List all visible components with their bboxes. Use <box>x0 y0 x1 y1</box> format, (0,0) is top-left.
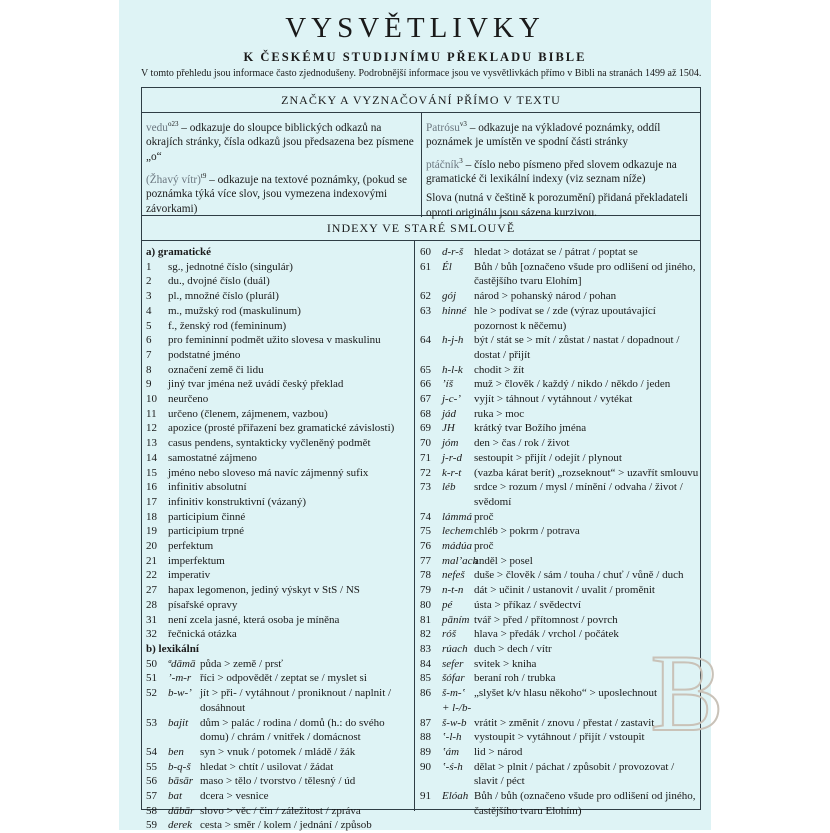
index-meaning: muž > člověk / každý / nikdo / někdo / jeden <box>474 378 671 391</box>
index-description: pl., množné číslo (plurál) <box>168 290 279 303</box>
mark-description: – odkazuje na výkladové poznámky, oddíl poznámek je umístěn ve spodní části stránky <box>426 121 661 149</box>
index-number: 3 <box>146 290 152 303</box>
index-number: 19 <box>146 525 157 538</box>
lexical-label: b) lexikální <box>146 642 199 655</box>
index-number: 89 <box>420 745 431 758</box>
index-number: 50 <box>146 657 157 670</box>
hebrew-term: š-w-b <box>442 716 467 729</box>
mark-description: – odkazuje na textové poznámky, (pokud se poznámka týká více slov, jsou vymezena indexovými závorkami) <box>146 173 408 215</box>
hebrew-term: róš <box>442 628 457 641</box>
index-number: 56 <box>146 775 157 788</box>
index-meaning: krátký tvar Božího jména <box>474 422 587 435</box>
index-description: písařské opravy <box>168 598 238 611</box>
hebrew-term: h-l-k <box>442 363 463 376</box>
index-meaning: ruka > moc <box>474 407 525 420</box>
hebrew-term: malʼach <box>442 554 479 567</box>
index-number: 74 <box>420 510 431 523</box>
index-meaning: sestoupit > přijít / odejít / plynout <box>474 451 622 464</box>
index-number: 91 <box>420 790 431 803</box>
lexical-index-row <box>146 804 410 819</box>
grammatical-index-row <box>146 583 410 598</box>
grammatical-index-row <box>146 377 410 392</box>
marks-section <box>141 87 701 219</box>
hebrew-term: pé <box>442 598 453 611</box>
index-number: 60 <box>420 246 431 258</box>
mark-superscript: v3 <box>459 120 467 128</box>
lexical-index-row <box>146 818 410 833</box>
index-meaning: chléb > pokrm / potrava <box>474 525 580 538</box>
lexical-index-row <box>420 407 700 422</box>
index-meaning: lid > národ <box>474 745 523 758</box>
index-meaning: dát > učinit / ustanovit / uvalit / proměnit <box>474 584 655 597</box>
index-number: 88 <box>420 731 431 744</box>
index-meaning: chodit > žít <box>474 363 525 376</box>
hebrew-term: hinné <box>442 304 467 317</box>
page-subtitle: K ČESKÉMU STUDIJNÍMU PŘEKLADU BIBLE <box>243 50 587 64</box>
marked-word: Patrósu <box>426 121 460 134</box>
index-number: 84 <box>420 657 431 670</box>
grammatical-index-row <box>146 392 410 407</box>
page-title: VYSVĚTLIVKY <box>285 12 545 44</box>
hebrew-term: Elóah <box>442 790 469 803</box>
lexical-index-row <box>420 245 700 260</box>
index-number: 10 <box>146 393 157 406</box>
marked-word: ptáčník <box>426 158 460 171</box>
hebrew-term: n-t-n <box>442 584 464 597</box>
index-meaning: vyjít > táhnout / vytáhnout / vytékat <box>474 393 633 406</box>
index-description: jiný tvar jména než uvádí český překlad <box>168 378 344 391</box>
index-number: 78 <box>420 569 431 582</box>
index-meaning: vystoupit > vytáhnout / přijít / vstoupit <box>474 731 645 744</box>
mark-description: – číslo nebo písmeno před slovem odkazuje na gramatické či lexikální indexy (viz seznam níže) <box>426 158 677 186</box>
hebrew-term: d-r-š <box>442 246 464 258</box>
grammatical-index-row <box>146 627 410 642</box>
hebrew-term: ben <box>168 745 184 758</box>
grammatical-index-row <box>146 524 410 539</box>
lexical-index-row <box>420 480 700 509</box>
lexical-index-row <box>420 289 700 304</box>
lexical-index-row <box>420 392 700 407</box>
grammatical-index-row <box>146 539 410 554</box>
index-number: 63 <box>420 304 431 317</box>
index-meaning: dělat > plnit / páchat / způsobit / provozovat / slavit / péct <box>474 760 675 788</box>
lexical-index-row <box>420 613 700 628</box>
column-divider <box>414 241 415 811</box>
lexical-index-row <box>420 363 700 378</box>
document-page <box>119 0 711 830</box>
intro-note: V tomto přehledu jsou informace často zjednodušeny. Podrobnější informace jsou ve vysvětlivkách přímo v Bibli na stranách 1499 až 1504. <box>141 68 702 79</box>
mark-superscript: t9 <box>200 171 207 180</box>
index-number: 52 <box>146 687 157 700</box>
marks-right-column <box>426 117 698 224</box>
index-number: 11 <box>146 407 157 420</box>
index-number: 64 <box>420 334 431 347</box>
index-number: 85 <box>420 672 431 685</box>
lexical-index-row <box>420 333 700 362</box>
lexical-index-row <box>420 598 700 613</box>
index-number: 6 <box>146 334 152 347</box>
index-description: neurčeno <box>168 393 209 406</box>
index-description: podstatné jméno <box>168 348 241 361</box>
grammatical-index-row <box>146 598 410 613</box>
index-number: 80 <box>420 598 431 611</box>
indexes-heading: INDEXY VE STARÉ SMLOUVĚ <box>142 216 700 241</box>
hebrew-term: k-r-t <box>442 466 462 479</box>
mark-description: – odkazuje do sloupce biblických odkazů na okrajích stránky, čísla odkazů jsou předsazena bez písmene „o“ <box>146 121 414 163</box>
hebrew-term: derek <box>168 819 193 832</box>
grammatical-index-row <box>146 363 410 378</box>
index-meaning: „slyšet k/v hlasu někoho“ > uposlechnout <box>474 687 658 700</box>
index-meaning: ústa > příkaz / svědectví <box>474 598 582 611</box>
grammatical-index-row <box>146 568 410 583</box>
lexical-index-row <box>420 554 700 569</box>
index-number: 18 <box>146 510 157 523</box>
marks-heading: ZNAČKY A VYZNAČOVÁNÍ PŘÍMO V TEXTU <box>142 88 700 113</box>
index-meaning: proč <box>474 540 494 553</box>
hebrew-term: jád <box>442 407 457 420</box>
index-description: participium trpné <box>168 525 245 538</box>
index-number: 72 <box>420 466 431 479</box>
grammatical-index-row <box>146 319 410 334</box>
index-meaning: hledat > chtít / usilovat / žádat <box>200 760 334 773</box>
index-number: 87 <box>420 716 431 729</box>
mark-superscript: 3 <box>459 156 463 165</box>
index-number: 22 <box>146 569 157 582</box>
lexical-index-row <box>420 583 700 598</box>
mark-entry <box>426 154 698 187</box>
hebrew-term: ªdāmā <box>168 657 196 670</box>
index-meaning: duše > člověk / sám / touha / chuť / vůně / duch <box>474 569 684 582</box>
index-number: 66 <box>420 378 431 391</box>
hebrew-term: j-r-d <box>442 451 462 464</box>
lexical-index-row <box>420 451 700 466</box>
lexical-index-row <box>420 466 700 481</box>
hebrew-term: jóm <box>442 437 459 450</box>
index-meaning: cesta > směr / kolem / jednání / způsob <box>200 819 372 832</box>
index-meaning: srdce > rozum / mysl / mínění / odvaha / život / svědomí <box>474 481 683 508</box>
index-number: 12 <box>146 422 157 435</box>
hebrew-term: ʼ-m-r <box>168 672 192 685</box>
index-description: m., mužský rod (maskulinum) <box>168 304 301 317</box>
index-number: 65 <box>420 363 431 376</box>
grammatical-index-row <box>146 421 410 436</box>
index-meaning: vrátit > změnit / znovu / přestat / zastavit <box>474 716 655 729</box>
index-number: 31 <box>146 613 157 626</box>
index-number: 9 <box>146 378 152 391</box>
lexical-index-row <box>420 539 700 554</box>
hebrew-term: bat <box>168 790 183 803</box>
index-meaning: hle > podívat se / zde (výraz upoutávající pozornost k něčemu) <box>474 304 656 332</box>
index-number: 2 <box>146 275 152 288</box>
lexical-index-row <box>146 671 410 686</box>
hebrew-term: pāním <box>442 613 470 626</box>
index-meaning: národ > pohanský národ / pohan <box>474 290 617 303</box>
index-number: 7 <box>146 348 152 361</box>
index-number: 5 <box>146 319 152 332</box>
index-number: 13 <box>146 437 157 450</box>
index-number: 79 <box>420 584 431 597</box>
index-number: 82 <box>420 628 431 641</box>
hebrew-term: ʽ-ś-h <box>442 760 463 773</box>
index-number: 21 <box>146 554 157 567</box>
index-number: 1 <box>146 260 152 273</box>
index-number: 28 <box>146 598 157 611</box>
index-description: řečnická otázka <box>168 628 237 641</box>
index-description: infinitiv absolutní <box>168 481 247 494</box>
index-description: označení země či lidu <box>168 363 264 376</box>
grammatical-index-row <box>146 304 410 319</box>
lexical-index-row <box>420 510 700 525</box>
grammatical-index-row <box>146 348 410 363</box>
index-description: jméno nebo sloveso má navíc zájmenný sufix <box>168 466 369 479</box>
index-number: 90 <box>420 760 431 773</box>
lexical-index-row <box>420 568 700 583</box>
hebrew-term: šófar <box>442 672 465 685</box>
index-description: hapax legomenon, jediný výskyt v StS / NS <box>168 584 360 597</box>
index-description: casus pendens, syntakticky vyčleněný podmět <box>168 437 371 450</box>
index-description: imperfektum <box>168 554 225 567</box>
index-description: perfektum <box>168 540 214 553</box>
index-number: 58 <box>146 804 157 817</box>
index-meaning: syn > vnuk / potomek / mládě / žák <box>200 745 356 758</box>
grammatical-index-row <box>146 260 410 275</box>
index-description: participium činné <box>168 510 246 523</box>
hebrew-term: lechem <box>442 525 474 538</box>
index-description: určeno (členem, zájmenem, vazbou) <box>168 407 328 420</box>
lexical-index-row <box>146 657 410 672</box>
index-description: samostatné zájmeno <box>168 451 257 464</box>
lexical-index-row <box>146 716 410 745</box>
index-number: 20 <box>146 540 157 553</box>
lexical-index-row <box>146 760 410 775</box>
index-number: 81 <box>420 613 431 626</box>
index-description: pro femininní podmět užito slovesa v maskulinu <box>168 334 381 347</box>
index-meaning: jít > při- / vytáhnout / proniknout / naplnit / dosáhnout <box>200 687 392 714</box>
hebrew-term: ʼíš <box>442 378 453 391</box>
grammatical-index-row <box>146 480 410 495</box>
index-number: 61 <box>420 260 431 273</box>
hebrew-term: lámmá <box>442 510 472 523</box>
indexes-left-column <box>146 245 410 833</box>
lexical-index-row <box>420 304 700 333</box>
indexes-section <box>141 216 701 832</box>
index-meaning: hlava > předák / vrchol / počátek <box>474 628 619 641</box>
grammatical-index-row <box>146 274 410 289</box>
grammatical-index-row <box>146 613 410 628</box>
index-number: 86 <box>420 687 431 700</box>
index-number: 77 <box>420 554 431 567</box>
index-meaning: beraní roh / trubka <box>474 672 556 685</box>
index-meaning: den > čas / rok / život <box>474 437 570 450</box>
index-meaning: duch > dech / vítr <box>474 642 552 655</box>
index-description: du., dvojné číslo (duál) <box>168 275 270 288</box>
hebrew-term: nefeš <box>442 569 465 582</box>
index-description: infinitiv konstruktivní (vázaný) <box>168 495 307 508</box>
index-meaning: Bůh / bůh [označeno všude pro odlišení od jiného, častějšího tvaru Elohím] <box>474 260 696 288</box>
hebrew-term: JH <box>442 422 455 435</box>
column-divider <box>421 113 422 217</box>
grammatical-label: a) gramatické <box>146 246 212 258</box>
index-number: 17 <box>146 495 157 508</box>
hebrew-term: dābār <box>168 804 195 817</box>
hebrew-term: léb <box>442 481 456 494</box>
index-meaning: anděl > posel <box>474 554 533 567</box>
hebrew-term: gój <box>442 290 457 303</box>
hebrew-term: h-j-h <box>442 334 464 347</box>
index-number: 71 <box>420 451 431 464</box>
index-number: 54 <box>146 745 157 758</box>
lexical-index-row <box>420 789 700 818</box>
index-meaning: tvář > před / přítomnost / povrch <box>474 613 618 626</box>
grammatical-index-row <box>146 407 410 422</box>
lexical-index-row <box>420 760 700 789</box>
index-number: 70 <box>420 437 431 450</box>
index-meaning: maso > tělo / tvorstvo / tělesný / úd <box>200 775 356 788</box>
index-number: 8 <box>146 363 152 376</box>
index-number: 32 <box>146 628 157 641</box>
lexical-index-row <box>420 436 700 451</box>
index-number: 67 <box>420 393 431 406</box>
marks-left-column <box>146 117 416 220</box>
index-meaning: dům > palác / rodina / domů (h.: do svého domu) / chrám / vnitřek / domácnost <box>200 716 385 744</box>
grammatical-index-row <box>146 436 410 451</box>
lexical-index-row <box>146 774 410 789</box>
mark-description: Slova (nutná v češtině k porozumění) přidaná překladateli oproti originálu jsou sázena kurzivou. <box>426 191 688 219</box>
index-number: 51 <box>146 672 157 685</box>
index-number: 16 <box>146 481 157 494</box>
index-number: 53 <box>146 716 157 729</box>
index-meaning: říci > odpovědět / zeptat se / myslet si <box>200 672 367 685</box>
mark-superscript: o23 <box>167 120 179 128</box>
hebrew-term: bajit <box>168 716 189 729</box>
index-meaning: (vazba kárat berít) „rozseknout“ > uzavřít smlouvu <box>474 466 699 479</box>
hebrew-term: j-c-ʼ <box>442 393 461 406</box>
index-description: f., ženský rod (femininum) <box>168 319 287 332</box>
grammatical-index-row <box>146 333 410 348</box>
index-number: 27 <box>146 584 157 597</box>
lexical-index-row <box>420 377 700 392</box>
index-description: není zcela jasné, která osoba je míněna <box>168 613 340 626</box>
index-number: 62 <box>420 290 431 303</box>
grammatical-index-row <box>146 510 410 525</box>
grammatical-index-row <box>146 289 410 304</box>
index-number: 73 <box>420 481 431 494</box>
marked-word: vedu <box>146 121 168 134</box>
hebrew-term: š-m-ʽ + l-/b- <box>442 687 472 714</box>
index-number: 68 <box>420 407 431 420</box>
index-number: 15 <box>146 466 157 479</box>
grammatical-index-row <box>146 554 410 569</box>
marked-word: (Žhavý vítr) <box>146 173 201 186</box>
index-meaning: Bůh / bůh (označeno všude pro odlišení od jiného, častějšího tvaru Elohím) <box>474 790 696 817</box>
index-number: 57 <box>146 790 157 803</box>
grammatical-index-row <box>146 466 410 481</box>
mark-entry <box>426 117 698 150</box>
index-description: sg., jednotné číslo (singulár) <box>168 260 293 273</box>
lexical-index-row <box>146 745 410 760</box>
grammatical-index-row <box>146 495 410 510</box>
hebrew-term: Él <box>442 260 452 273</box>
publisher-logo-icon <box>650 632 724 754</box>
hebrew-term: sefer <box>442 657 464 670</box>
lexical-index-row <box>146 686 410 715</box>
hebrew-term: ʽám <box>442 745 460 758</box>
index-meaning: svitek > kniha <box>474 657 537 670</box>
mark-entry <box>146 169 416 217</box>
hebrew-term: b-q-š <box>168 760 191 773</box>
hebrew-term: bāsār <box>168 775 194 788</box>
mark-entry <box>146 117 416 165</box>
index-meaning: proč <box>474 510 494 523</box>
index-number: 76 <box>420 540 431 553</box>
index-meaning: být / stát se > mít / zůstat / nastat / dopadnout / dostat / přijít <box>474 334 680 361</box>
index-meaning: hledat > dotázat se / pátrat / poptat se <box>474 246 638 258</box>
index-number: 83 <box>420 642 431 655</box>
lexical-index-row <box>420 421 700 436</box>
index-number: 14 <box>146 451 157 464</box>
hebrew-term: rúach <box>442 642 468 655</box>
hebrew-term: b-w-ʼ <box>168 687 192 700</box>
grammatical-index-row <box>146 451 410 466</box>
index-description: imperativ <box>168 569 211 582</box>
index-number: 75 <box>420 525 431 538</box>
index-meaning: slovo > věc / čin / záležitost / zpráva <box>200 804 361 817</box>
lexical-index-row <box>420 260 700 289</box>
index-number: 59 <box>146 819 157 832</box>
logo-letter: B <box>650 632 724 754</box>
lexical-index-row <box>146 789 410 804</box>
index-number: 4 <box>146 304 152 317</box>
lexical-index-row <box>420 524 700 539</box>
index-description: apozice (prosté přiřazení bez gramatické závislosti) <box>168 422 395 435</box>
index-meaning: dcera > vesnice <box>200 790 269 803</box>
hebrew-term: mádúa <box>442 540 472 553</box>
hebrew-term: ʽ-l-h <box>442 731 462 744</box>
index-number: 55 <box>146 760 157 773</box>
index-number: 69 <box>420 422 431 435</box>
index-meaning: půda > země / prsť <box>200 657 283 670</box>
